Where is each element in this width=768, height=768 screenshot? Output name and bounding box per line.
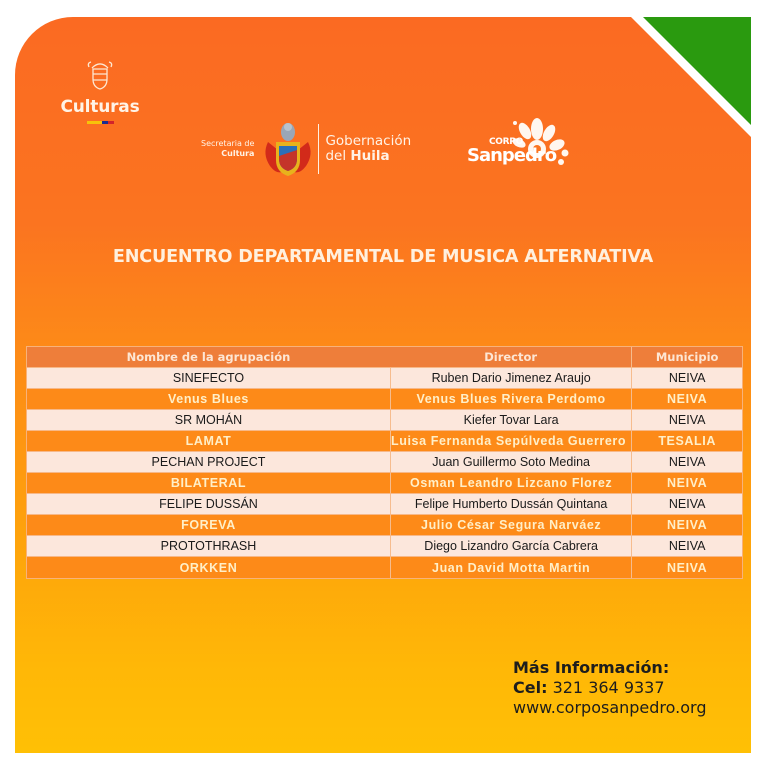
- phone-number: 321 364 9337: [547, 678, 665, 697]
- table-row: [27, 368, 742, 389]
- huila-coat-of-arms-icon: [262, 120, 314, 178]
- director-name: Felipe Humberto Dussán Quintana: [390, 494, 631, 514]
- phone-line: Cel: 321 364 9337: [513, 678, 665, 697]
- director-name: Kiefer Tovar Lara: [390, 410, 631, 430]
- header-municipio: Municipio: [631, 347, 742, 367]
- group-name: SINEFECTO: [172, 371, 245, 385]
- group-name: PECHAN PROJECT: [151, 455, 266, 469]
- group-name: FELIPE DUSSÁN: [159, 497, 258, 511]
- contact-info: [513, 658, 706, 718]
- culturas-wordmark: Culturas: [60, 97, 140, 117]
- municipio: NEIVA: [631, 473, 742, 493]
- director-name: Juan David Motta Martin: [390, 557, 631, 578]
- groups-table: [26, 346, 743, 579]
- group-name: LAMAT: [185, 434, 232, 448]
- table-row: [27, 431, 742, 452]
- director-name: Julio César Segura Narváez: [390, 515, 631, 535]
- culturas-logo: [55, 59, 145, 124]
- director-name: Diego Lizandro García Cabrera: [390, 536, 631, 556]
- secretaria-cultura-label: Secretaria de Cultura: [201, 139, 255, 158]
- group-name: Venus Blues: [168, 392, 249, 406]
- municipio: NEIVA: [631, 410, 742, 430]
- website-link[interactable]: www.corposanpedro.org: [513, 698, 707, 717]
- municipio: NEIVA: [631, 452, 742, 472]
- info-heading: Más Información:: [513, 658, 670, 677]
- municipio: NEIVA: [631, 368, 742, 388]
- municipio: NEIVA: [631, 515, 742, 535]
- logo-divider: [318, 124, 319, 174]
- group-name: PROTOTHRASH: [160, 539, 257, 553]
- group-name: BILATERAL: [170, 476, 247, 490]
- sanpedro-label: Sanpedro: [467, 145, 557, 166]
- municipio: NEIVA: [631, 557, 742, 578]
- director-name: Osman Leandro Lizcano Florez: [390, 473, 631, 493]
- municipio: NEIVA: [631, 494, 742, 514]
- director-name: Venus Blues Rivera Perdomo: [390, 389, 631, 409]
- colombia-flag-bar: [55, 121, 145, 124]
- municipio: NEIVA: [631, 389, 742, 409]
- table-row: [27, 494, 742, 515]
- corposanpedro-logo: [465, 115, 575, 179]
- director-name: Juan Guillermo Soto Medina: [390, 452, 631, 472]
- gobernacion-huila-wordmark: Gobernación del Huila: [325, 133, 412, 164]
- table-row: [27, 515, 742, 536]
- header-director: Director: [484, 350, 538, 364]
- table-row: [27, 410, 742, 431]
- table-row: [27, 452, 742, 473]
- colombia-crest-icon: [86, 59, 114, 91]
- event-title: ENCUENTRO DEPARTAMENTAL DE MUSICA ALTERNATIVA: [112, 247, 654, 267]
- header-group-name: Nombre de la agrupación: [126, 350, 291, 364]
- table-row: [27, 473, 742, 494]
- table-header-row: [27, 347, 742, 368]
- municipio: TESALIA: [631, 431, 742, 451]
- director-name: Ruben Dario Jimenez Araujo: [390, 368, 631, 388]
- table-row: [27, 389, 742, 410]
- group-name: ORKKEN: [179, 560, 238, 575]
- table-row: [27, 557, 742, 578]
- corpo-label: CORPO: [489, 137, 523, 147]
- group-name: FOREVA: [181, 518, 236, 532]
- director-name: Luisa Fernanda Sepúlveda Guerrero: [390, 431, 631, 451]
- group-name: SR MOHÁN: [174, 413, 243, 427]
- table-row: [27, 536, 742, 557]
- gobernacion-huila-logo: [201, 119, 411, 179]
- municipio: NEIVA: [631, 536, 742, 556]
- poster-card: [15, 17, 751, 753]
- corner-green-triangle: [643, 17, 751, 125]
